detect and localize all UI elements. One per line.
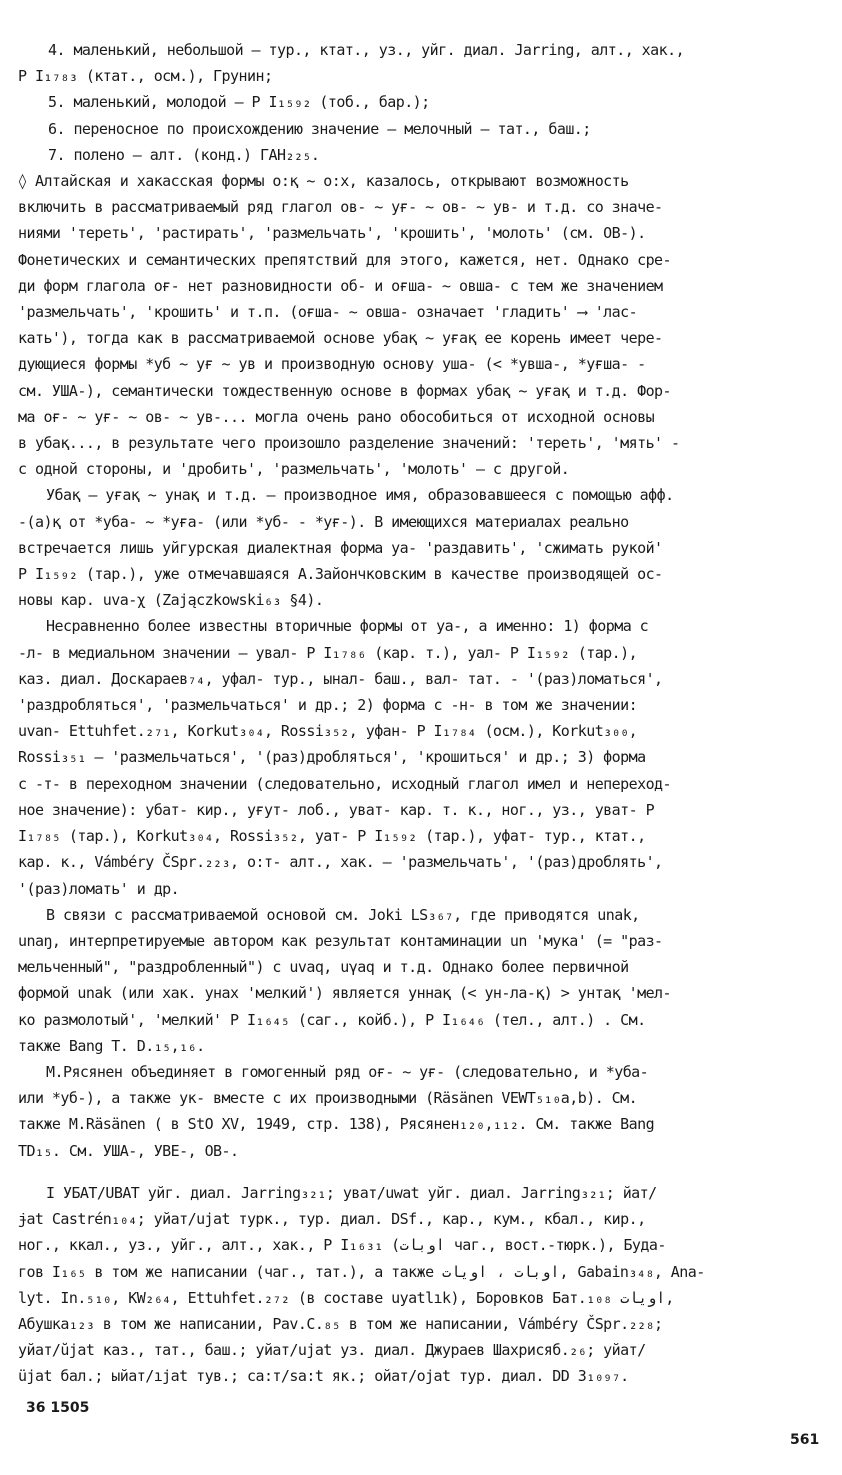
text-line: ди форм глагола оғ- нет разновидности об- и оғша- ~ овша- с тем же значением xyxy=(18,276,663,295)
text-line: 5. маленький, молодой – Р I₁₅₉₂ (тоб., бар.); xyxy=(48,93,430,112)
text-line: уйат/ŭjat каз., тат., баш.; уйат/ujat уз. диал. Джураев Шахрисяб.₂₆; уйат/ xyxy=(18,1341,646,1360)
text-line: ное значение): убат- кир., уғут- лоб., уват- кар. т. к., ног., уз., уват- Р xyxy=(18,800,655,819)
text-line: Фонетических и семантических препятствий для этого, кажется, нет. Однако сре- xyxy=(18,250,672,269)
text-line: I₁₇₈₅ (тар.), Korkut₃₀₄, Rossi₃₅₂, уат- Р I₁₅₉₂ (тар.), уфат- тур., ктат., xyxy=(18,827,646,846)
text-line: гов I₁₆₅ в том же написании (чаг., тат.), а также اوبات ، اويات, Gabain₃₄₈, Ana- xyxy=(18,1262,705,1281)
text-line: uvan- Ettuhfet.₂₇₁, Korkut₃₀₄, Rossi₃₅₂, уфан- Р I₁₇₈₄ (осм.), Korkut₃₀₀, xyxy=(18,722,638,741)
text-line: üjat бал.; ыйат/ıjat тув.; са:т/sa:t як.; ойат/ojat тур. диал. DD 3₁₀₉₇. xyxy=(18,1367,629,1386)
page-number: 561 xyxy=(790,1432,820,1448)
text-line: Убақ – уғақ ~ унақ и т.д. – производное имя, образовавшееся с помощью афф. xyxy=(46,486,674,505)
meanings-and-commentary xyxy=(18,37,824,1164)
text-line: Rossi₃₅₁ – 'размельчаться', '(раз)дробляться', 'крошиться' и др.; 3) форма xyxy=(18,748,646,767)
text-line: включить в рассматриваемый ряд глагол ов- ~ уғ- ~ ов- ~ ув- и т.д. со значе- xyxy=(18,198,663,217)
text-line: ко размолотый', 'мелкий' Р I₁₆₄₅ (саг., койб.), Р I₁₆₄₆ (тел., алт.) . См. xyxy=(18,1010,646,1029)
text-line: также Bang T. D.₁₅,₁₆. xyxy=(18,1036,205,1055)
text-line: или *уб-), а также ук- вместе с их производными (Räsänen VEWT₅₁₀а,b). См. xyxy=(18,1089,638,1108)
text-line: кар. к., Vámbéry ČSpr.₂₂₃, о:т- алт., хак. – 'размельчать', '(раз)дроблять', xyxy=(18,853,663,872)
text-line: формой unak (или хак. унах 'мелкий') является уннақ (< ун-ла-қ) > унтақ 'мел- xyxy=(18,984,672,1003)
text-line: 'раздробляться', 'размельчаться' и др.; 2) форма с -н- в том же значении: xyxy=(18,696,638,715)
text-line: ниями 'тереть', 'растирать', 'размельчать', 'крошить', 'молоть' (см. ОВ-). xyxy=(18,224,646,243)
text-line: ма оғ- ~ уғ- ~ ов- ~ ув-... могла очень рано обособиться от исходной основы xyxy=(18,407,655,426)
text-line: Р I₁₇₈₃ (ктат., осм.), Грунин; xyxy=(18,67,273,86)
text-line: с одной стороны, и 'дробить', 'размельчать', 'молоть' – с другой. xyxy=(18,460,570,479)
text-line: 'размельчать', 'крошить' и т.п. (оғша- ~ овша- означает 'гладить' ⟶ 'лас- xyxy=(18,303,638,322)
text-line: Несравненно более известны вторичные формы от уа-, а именно: 1) форма с xyxy=(46,617,649,636)
entry-ubat xyxy=(18,1180,824,1390)
text-line: встречается лишь уйгурская диалектная форма уа- 'раздавить', 'сжимать рукой' xyxy=(18,538,663,557)
text-line: I УБАТ/UBAT уйг. диал. Jarring₃₂₁; уват/uwat уйг. диал. Jarring₃₂₁; йат/ xyxy=(46,1184,657,1202)
text-line: в убақ..., в результате чего произошло разделение значений: 'тереть', 'мять' - xyxy=(18,434,680,453)
text-line: с -т- в переходном значении (следовательно, исходный глагол имел и непереход- xyxy=(18,774,672,793)
text-line: ɉat Castrén₁₀₄; уйат/ujat турк., тур. диал. DSf., кар., кум., кбал., кир., xyxy=(18,1210,646,1229)
text-line: каз. диал. Доскараев₇₄, уфал- тур., ынал- баш., вал- тат. - '(раз)ломаться', xyxy=(18,669,663,688)
text-line: 6. переносное по происхождению значение – мелочный – тат., баш.; xyxy=(48,119,591,138)
text-line: мельченный", "раздробленный") с uvaq, uγaq и т.д. Однако более первичной xyxy=(18,958,629,977)
text-line: 7. полено – алт. (конд.) ГАН₂₂₅. xyxy=(48,145,320,164)
text-line: см. УША-), семантически тождественную основе в формах убақ ~ уғақ и т.д. Фор- xyxy=(18,381,672,400)
text-line: новы кар. uva-χ (Zajączkowski₆₃ §4). xyxy=(18,591,324,610)
text-line: М.Рясянен объединяет в гомогенный ряд оғ- ~ уғ- (следовательно, и *уба- xyxy=(46,1062,649,1081)
text-line: ног., ккал., уз., уйг., алт., хак., Р I₁₆₃₁ (اوبات чаг., вост.-тюрк.), Буда- xyxy=(18,1236,666,1255)
text-line: -(а)қ от *уба- ~ *уға- (или *уб- - *уғ-). В имеющихся материалах реально xyxy=(18,512,629,531)
text-line: '(раз)ломать' и др. xyxy=(18,879,180,898)
text-line: также M.Räsänen ( в StO XV, 1949, стр. 138), Рясянен₁₂₀,₁₁₂. См. также Bang xyxy=(18,1115,655,1134)
text-line: ◊ Алтайская и хакасская формы о:қ ~ о:х, казалось, открывают возможность xyxy=(18,172,629,191)
text-line: 4. маленький, небольшой – тур., ктат., уз., уйг. диал. Jarring, алт., хак., xyxy=(48,41,685,59)
text-line: lyt. In.₅₁₀, KW₂₆₄, Ettuhfet.₂₇₂ (в составе uyatlık), Боровков Бат.₁₀₈ اويات, xyxy=(18,1288,675,1307)
text-line: -л- в медиальном значении – увал- Р I₁₇₈₆ (кар. т.), уал- Р I₁₅₉₂ (тар.), xyxy=(18,643,638,662)
text-line: Р I₁₅₉₂ (тар.), уже отмечавшаяся А.Зайончковским в качестве производящей ос- xyxy=(18,565,663,584)
text-line: В связи с рассматриваемой основой см. Joki LS₃₆₇, где приводятся unak, xyxy=(46,905,640,924)
printer-signature: 36 1505 xyxy=(26,1400,90,1416)
text-line: Абушка₁₂₃ в том же написании, Pav.C.₈₅ в том же написании, Vámbéry ČSpr.₂₂₈; xyxy=(18,1315,663,1334)
text-line: кать'), тогда как в рассматриваемой основе убақ ~ уғақ ее корень имеет чере- xyxy=(18,329,663,348)
text-line: дующиеся формы *уб ~ уғ ~ ув и производную основу уша- (< *увша-, *уғша- - xyxy=(18,355,646,374)
text-line: unaŋ, интерпретируемые автором как результат контаминации un 'мука' (= "раз- xyxy=(18,931,663,950)
text-line: TD₁₅. См. УША-, УВЕ-, ОВ-. xyxy=(18,1141,239,1160)
